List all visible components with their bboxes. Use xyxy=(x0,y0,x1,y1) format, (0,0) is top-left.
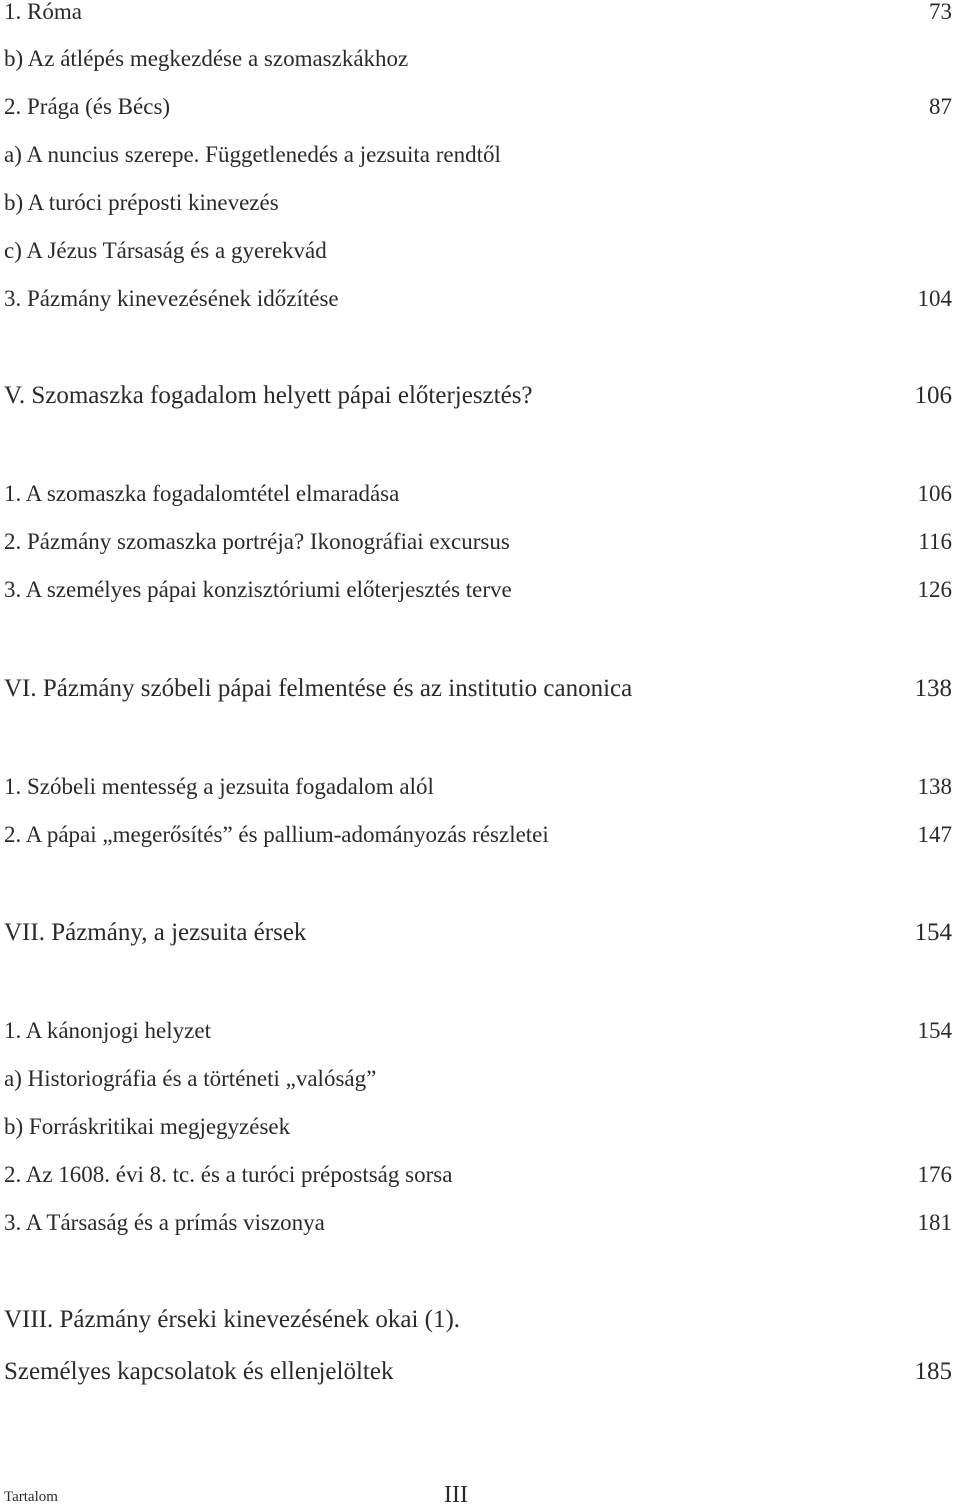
toc-entry-page: 147 xyxy=(917,822,952,847)
toc-entry-page: 176 xyxy=(917,1162,952,1187)
toc-entry xyxy=(0,474,960,514)
toc-entry-title: 1. A kánonjogi helyzet xyxy=(4,1018,211,1043)
toc-entry-title: 2. Pázmány szomaszka portréja? Ikonográfiai excursus xyxy=(4,529,510,554)
toc-entry-title: 1. Szóbeli mentesség a jezsuita fogadalom alól xyxy=(4,774,434,799)
toc-entry xyxy=(0,570,960,610)
toc-entry-page: 106 xyxy=(917,481,952,506)
toc-entry xyxy=(0,1011,960,1051)
toc-entry-page: 126 xyxy=(917,577,952,602)
toc-entry-page: 87 xyxy=(929,94,952,119)
toc-entry xyxy=(0,183,960,223)
toc-entry-title: 2. Prága (és Bécs) xyxy=(4,94,171,119)
toc-entry-title: a) A nuncius szerepe. Függetlenedés a jezsuita rendtől xyxy=(4,142,501,167)
toc-chapter-page: 185 xyxy=(914,1358,952,1385)
toc-entry xyxy=(0,815,960,855)
toc-chapter-page: 138 xyxy=(914,675,952,702)
toc-entry-title: b) Az átlépés megkezdése a szomaszkákhoz xyxy=(4,46,409,71)
toc-entry xyxy=(0,0,960,32)
toc-entry-title: 1. Róma xyxy=(4,0,82,24)
toc-entry xyxy=(0,39,960,79)
toc-chapter-title: VIII. Pázmány érseki kinevezésének okai (1). xyxy=(4,1306,461,1333)
toc-chapter-page: 106 xyxy=(914,382,952,409)
toc-entry-page: 73 xyxy=(929,0,952,24)
toc-entry-page: 138 xyxy=(917,774,952,799)
toc-entry xyxy=(0,1203,960,1243)
toc-entry xyxy=(0,522,960,562)
toc-chapter xyxy=(0,1352,960,1392)
toc-entry xyxy=(0,279,960,319)
toc-entry xyxy=(0,135,960,175)
toc-entry-title: 3. A személyes pápai konzisztóriumi előterjesztés terve xyxy=(4,577,512,602)
toc-entry-title: 2. Az 1608. évi 8. tc. és a turóci prépostság sorsa xyxy=(4,1162,453,1187)
toc-entry-page: 116 xyxy=(918,529,952,554)
toc-entry-title: 1. A szomaszka fogadalomtétel elmaradása xyxy=(4,481,400,506)
toc-chapter-page: 154 xyxy=(914,919,952,946)
toc-chapter xyxy=(0,1300,960,1340)
toc-chapter xyxy=(0,669,960,709)
toc-entry xyxy=(0,231,960,271)
toc-entry-title: 3. A Társaság és a prímás viszonya xyxy=(4,1210,325,1235)
toc-entry-page: 104 xyxy=(917,286,952,311)
toc-entry-title: 3. Pázmány kinevezésének időzítése xyxy=(4,286,339,311)
toc-entry xyxy=(0,87,960,127)
toc-entry-title: c) A Jézus Társaság és a gyerekvád xyxy=(4,238,327,263)
toc-entry xyxy=(0,1059,960,1099)
toc-entry-title: 2. A pápai „megerősítés” és pallium-adományozás részletei xyxy=(4,822,549,847)
toc-chapter-title: VI. Pázmány szóbeli pápai felmentése és az institutio canonica xyxy=(4,675,633,702)
toc-entry xyxy=(0,1155,960,1195)
toc-chapter-title: VII. Pázmány, a jezsuita érsek xyxy=(4,919,307,946)
footer-page-number: III xyxy=(444,1482,468,1508)
toc-chapter xyxy=(0,913,960,953)
toc-entry xyxy=(0,767,960,807)
footer-section-label: Tartalom xyxy=(4,1489,58,1505)
toc-entry xyxy=(0,1107,960,1147)
toc-chapter-title: V. Szomaszka fogadalom helyett pápai előterjesztés? xyxy=(4,382,533,409)
toc-entry-page: 154 xyxy=(917,1018,952,1043)
toc-entry-page: 181 xyxy=(917,1210,952,1235)
toc-chapter-title: Személyes kapcsolatok és ellenjelöltek xyxy=(4,1358,394,1385)
toc-entry-title: b) Forráskritikai megjegyzések xyxy=(4,1114,291,1139)
toc-chapter xyxy=(0,376,960,416)
toc-entry-title: a) Historiográfia és a történeti „valóság” xyxy=(4,1066,377,1091)
toc-entry-title: b) A turóci préposti kinevezés xyxy=(4,190,279,215)
